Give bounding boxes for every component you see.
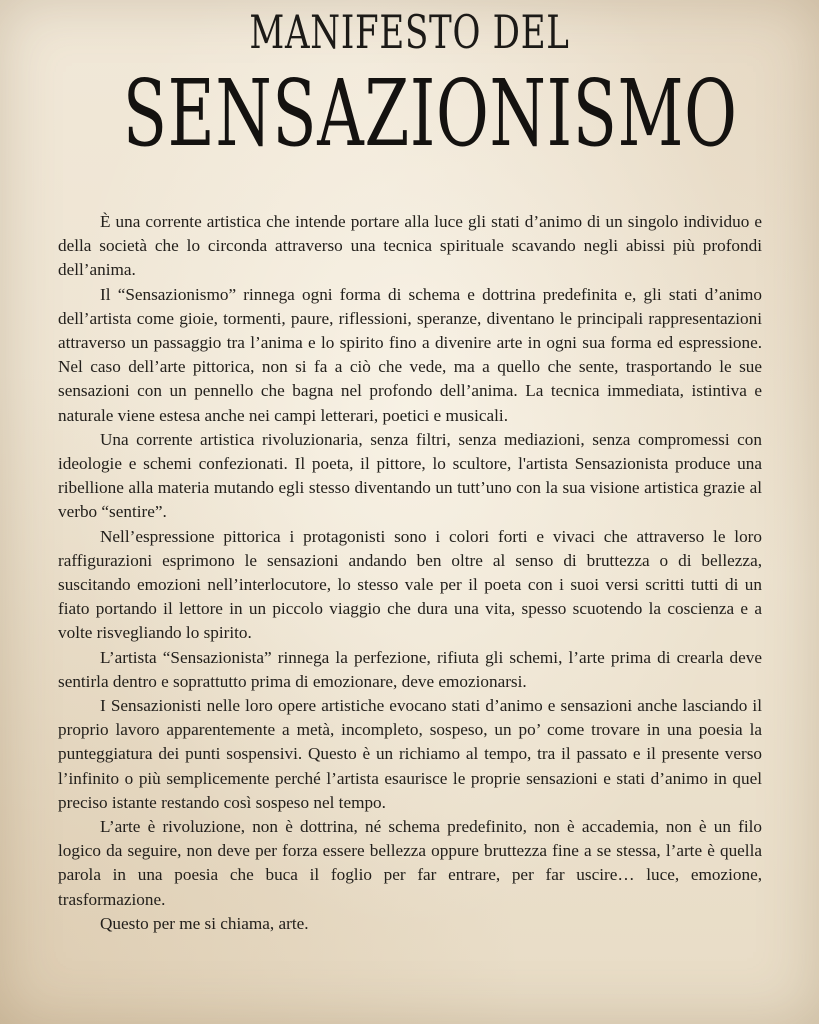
paragraph: Il “Sensazionismo” rinnega ogni forma di schema e dottrina predefinita e, gli stati d’animo dell’artista come gioie, tormenti, paure, riflessioni, speranze, diventano le principali rappresentazioni attraverso un passaggio tra l’anima e lo spirito fino a divenire arte in ogni sua forma ed espressione. Nel caso dell’arte pittorica, non si fa a ciò che vede, ma a quello che sente, trasportando le sue sensazioni con un pennello che bagna nel profondo dell’anima. La tecnica immediata, istintiva e naturale viene estesa anche nei campi letterari, poetici e musicali. — [58, 284, 762, 425]
title-line-2: SENSAZIONISMO — [122, 60, 738, 167]
paragraph: L’artista “Sensazionista” rinnega la perfezione, rifiuta gli schemi, l’arte prima di crearla deve sentirla dentro e soprattutto prima di emozionare, deve emozionarsi. — [58, 647, 762, 691]
paragraph: Una corrente artistica rivoluzionaria, senza filtri, senza mediazioni, senza compromessi con ideologie e schemi confezionati. Il poeta, il pittore, lo scultore, l'artista Sensazionista produce una ribellione alla materia mutando egli stesso diventando un tutt’uno con la sua visione artistica grazie al verbo “sentire”. — [58, 429, 762, 522]
manifesto-body — [58, 210, 762, 936]
closing-line: Questo per me si chiama, arte. — [100, 913, 309, 933]
paragraph: I Sensazionisti nelle loro opere artistiche evocano stati d’animo e sensazioni anche lasciando il proprio lavoro apparentemente a metà, incompleto, sospeso, un po’ come trovare in una poesia la punteggiatura dei punti sospensivi. Questo è un richiamo al tempo, tra il passato e il presente verso l’infinito o più semplicemente perché l’artista esaurisce le proprie sensazioni e stati d’animo in quel preciso istante restando così sospeso nel tempo. — [58, 696, 762, 812]
title-line-1: MANIFESTO DEL — [249, 5, 570, 59]
paragraph: Nell’espressione pittorica i protagonisti sono i colori forti e vivaci che attraverso le loro raffigurazioni esprimono le sensazioni andando ben oltre al senso di bruttezza o di bellezza, suscitando emozioni nell’interlocutore, lo stesso vale per il poeta con i suoi versi scritti tutti di un fiato portando il lettore in un piccolo viaggio che dura una vita, spesso scuotendo la coscienza e a volte risvegliando lo spirito. — [58, 526, 762, 643]
paragraph: È una corrente artistica che intende portare alla luce gli stati d’animo di un singolo individuo e della società che lo circonda attraverso una tecnica spirituale scavando negli abissi più profondi dell’anima. — [58, 212, 762, 280]
paragraph: L’arte è rivoluzione, non è dottrina, né schema predefinito, non è accademia, non è un filo logico da seguire, non deve per forza essere bellezza oppure bruttezza fine a se stessa, l’arte è quella parola in una poesia che buca il foglio per far entrare, per far uscire… luce, emozione, trasformazione. — [58, 817, 762, 909]
